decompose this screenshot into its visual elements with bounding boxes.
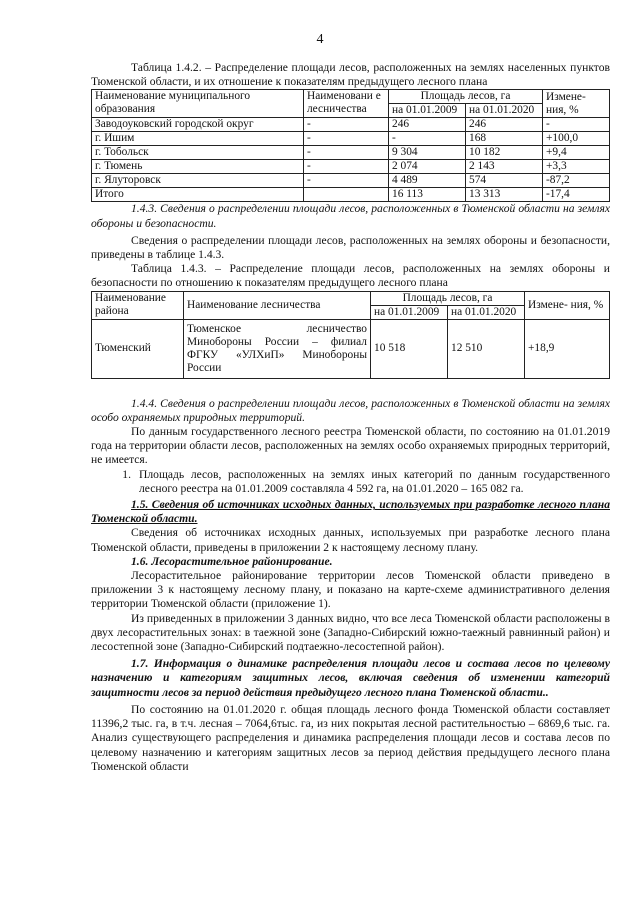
section-1-6-heading: 1.6. Лесорастительное районирование. bbox=[131, 554, 333, 568]
section-1-4-4-heading: 1.4.4. Сведения о распределении площади лесов, расположенных в Тюменской области на землях особо охраняемых природных территорий. bbox=[91, 396, 610, 424]
section-1-5-paragraph: Сведения об источниках исходных данных, используемых при разработке лесного плана Тюменской области, приведены в приложении 2 к настоящему лесному плану. bbox=[91, 526, 610, 554]
th-area: Площадь лесов, га bbox=[371, 291, 525, 305]
table-row: г. Тюмень - 2 074 2 143 +3,3 bbox=[92, 160, 610, 174]
th-area: Площадь лесов, га bbox=[389, 90, 543, 104]
section-1-4-4-paragraph: По данным государственного лесного реестра Тюменской области, по состоянию на 01.01.2019 года на территории области лесов, расположенных на землях особо охраняемых природных территорий, не имеется. bbox=[91, 425, 610, 467]
table-row: г. Ишим - - 168 +100,0 bbox=[92, 132, 610, 146]
th-forestry: Наименовани е лесничества bbox=[304, 90, 389, 118]
page-number: 4 bbox=[316, 32, 324, 47]
th-date-2020: на 01.01.2020 bbox=[466, 104, 543, 118]
table-1-4-3 bbox=[91, 291, 610, 379]
page-content bbox=[91, 61, 610, 774]
th-district: Наименование района bbox=[92, 291, 184, 319]
th-date-2020: на 01.01.2020 bbox=[448, 305, 525, 319]
list-item bbox=[91, 468, 610, 496]
th-change: Измене- ния, % bbox=[543, 90, 610, 118]
th-forestry: Наименование лесничества bbox=[184, 291, 371, 319]
th-change: Измене- ния, % bbox=[525, 291, 610, 319]
table-row: г. Ялуторовск - 4 489 574 -87,2 bbox=[92, 174, 610, 188]
section-1-4-3-heading: 1.4.3. Сведения о распределении площади лесов, расположенных в Тюменской области на землях обороны и безопасности. bbox=[91, 202, 610, 230]
th-date-2009: на 01.01.2009 bbox=[371, 305, 448, 319]
list-item-number: 1. bbox=[122, 467, 131, 481]
section-1-7-heading: 1.7. Информация о динамике распределения площади лесов и состава лесов по целевому назначению и категориям защитных лесов, включая сведения об изменении категорий защитности лесов за период действия предыдущего лесного плана Тюменской области.. bbox=[91, 657, 610, 699]
table-1-4-2-caption: Таблица 1.4.2. – Распределение площади лесов, расположенных на землях населенных пунктов Тюменской области, и их отношение к показателям предыдущего лесного плана bbox=[91, 61, 610, 89]
th-municipality: Наименование муниципального образования bbox=[92, 90, 304, 118]
table-1-4-3-caption: Таблица 1.4.3. – Распределение площади лесов, расположенных на землях обороны и безопасности по отношению к показателям предыдущего лесного плана bbox=[91, 262, 610, 290]
section-1-7-paragraph: По состоянию на 01.01.2020 г. общая площадь лесного фонда Тюменской области составляет 11396,2 тыс. га, в т.ч. лесная – 7064,6тыс. га, из них покрытая лесной растительностью – 6869,6 тыс. га. Анализ существующего распределения и динамика распределения площади лесов и состава лесов по целевому назначению и категориям защитных лесов за период действия предыдущего лесного плана Тюменской области bbox=[91, 702, 610, 773]
th-date-2009: на 01.01.2009 bbox=[389, 104, 466, 118]
section-1-4-3-paragraph: Сведения о распределении площади лесов, расположенных на землях обороны и безопасности, приведены в таблице 1.4.3. bbox=[91, 233, 610, 262]
section-1-6-paragraph-2: Из приведенных в приложении 3 данных видно, что все леса Тюменской области расположены в двух лесорастительных зонах: в таежной зоне (Западно-Сибирский южно-таежный равнинный район) и лесостепной зоне (Западно-Сибирский подтаежно-лесостепной район). bbox=[91, 611, 610, 654]
section-1-6-paragraph-1: Лесорастительное районирование территории лесов Тюменской области приведено в приложении 3 к настоящему лесному плану, и показано на карте-схеме административного деления территории Тюменской области (приложение 1). bbox=[91, 569, 610, 611]
table-row: Тюменский Тюменское лесничество Минобороны России – филиал ФГКУ «УЛХиП» Минобороны России 10 518 12 510 +18,9 bbox=[92, 319, 610, 378]
list-item-text: Площадь лесов, расположенных на землях иных категорий по данным государственного лесного реестра на 01.01.2009 составляла 4 592 га, на 01.01.2020 – 165 082 га. bbox=[139, 467, 610, 495]
table-1-4-2 bbox=[91, 89, 610, 202]
table-row: Заводоуковский городской округ - 246 246 - bbox=[92, 118, 610, 132]
table-row: г. Тобольск - 9 304 10 182 +9,4 bbox=[92, 146, 610, 160]
section-1-5-heading: 1.5. Сведения об источниках исходных данных, используемых при разработке лесного плана Тюменской области. bbox=[91, 498, 610, 526]
table-row-total: Итого 16 113 13 313 -17,4 bbox=[92, 188, 610, 202]
